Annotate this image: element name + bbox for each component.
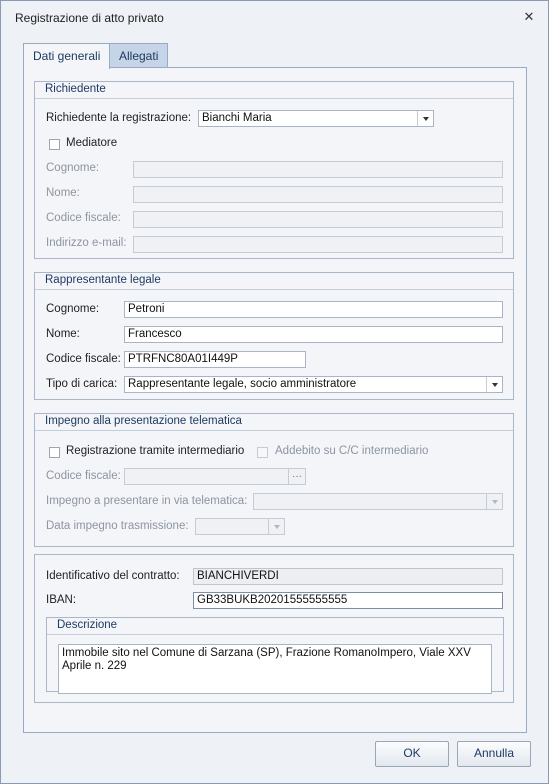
id-contratto-field[interactable]: BIANCHIVERDI (193, 568, 503, 585)
rappresentante-cognome-field[interactable]: Petroni (124, 301, 503, 318)
richiedente-nome-label: Nome: (46, 187, 80, 199)
iban-field[interactable]: GB33BUKB20201555555555 (193, 592, 503, 609)
title-bar (1, 1, 548, 33)
richiedente-value: Bianchi Maria (202, 112, 272, 124)
tab-panel-dati-generali (23, 67, 527, 733)
group-contratto (34, 554, 514, 703)
tab-dati-generali[interactable]: Dati generali (23, 43, 110, 69)
tipo-carica-value: Rappresentante legale, socio amministratore (128, 378, 357, 390)
id-contratto-label: Identificativo del contratto: (46, 570, 180, 582)
richiedente-combo[interactable] (198, 110, 434, 127)
descrizione-textarea[interactable]: Immobile sito nel Comune di Sarzana (SP), Frazione RomanoImpero, Viale XXV Aprile n. 229 (58, 644, 492, 694)
chevron-down-icon[interactable] (486, 377, 502, 392)
window-title: Registrazione di atto privato (15, 11, 164, 25)
group-descrizione (46, 617, 504, 692)
richiedente-email-label: Indirizzo e-mail: (46, 237, 127, 249)
impegno-label: Impegno a presentare in via telematica: (46, 495, 248, 507)
impegno-combo[interactable] (253, 493, 503, 510)
richiedente-label: Richiedente la registrazione: (46, 112, 192, 124)
close-icon[interactable]: ✕ (523, 9, 535, 24)
intermediario-checkbox[interactable] (49, 447, 60, 458)
chevron-down-icon[interactable] (417, 111, 433, 126)
ok-button[interactable]: OK (375, 741, 449, 767)
data-impegno-combo[interactable] (195, 518, 285, 535)
richiedente-cognome-label: Cognome: (46, 162, 100, 174)
rappresentante-cf-field[interactable]: PTRFNC80A01I449P (124, 351, 306, 368)
mediatore-checkbox[interactable] (49, 139, 60, 150)
tipo-carica-label: Tipo di carica: (46, 378, 118, 390)
richiedente-cf-label: Codice fiscale: (46, 212, 121, 224)
intermediario-label: Registrazione tramite intermediario (66, 445, 245, 457)
richiedente-cognome-field[interactable] (133, 161, 503, 178)
addebito-label: Addebito su C/C intermediario (275, 445, 429, 457)
group-impegno-title: Impegno alla presentazione telematica (35, 414, 513, 431)
impegno-cf-field[interactable] (124, 468, 306, 485)
group-impegno-telematica (34, 413, 514, 547)
iban-label: IBAN: (46, 594, 77, 606)
descrizione-title: Descrizione (47, 618, 503, 635)
richiedente-nome-field[interactable] (133, 186, 503, 203)
rappresentante-nome-field[interactable]: Francesco (124, 326, 503, 343)
richiedente-email-field[interactable] (133, 236, 503, 253)
mediatore-label: Mediatore (66, 137, 118, 149)
chevron-down-icon[interactable] (486, 494, 502, 509)
addebito-checkbox[interactable] (257, 447, 268, 458)
rappresentante-cognome-label: Cognome: (46, 303, 100, 315)
rappresentante-nome-label: Nome: (46, 328, 80, 340)
impegno-cf-label: Codice fiscale: (46, 470, 121, 482)
cancel-button[interactable]: Annulla (457, 741, 531, 767)
rappresentante-cf-label: Codice fiscale: (46, 353, 121, 365)
group-richiedente-title: Richiedente (35, 82, 513, 99)
chevron-down-icon[interactable] (268, 519, 284, 534)
data-impegno-label: Data impegno trasmissione: (46, 520, 189, 532)
tipo-carica-combo[interactable] (124, 376, 503, 393)
group-rappresentante-legale (34, 272, 514, 400)
group-richiedente (34, 81, 514, 259)
more-icon: ··· (292, 471, 302, 482)
richiedente-cf-field[interactable] (133, 211, 503, 228)
group-rappresentante-title: Rappresentante legale (35, 273, 513, 290)
ellipsis-button[interactable] (288, 469, 305, 484)
tab-allegati[interactable]: Allegati (109, 43, 168, 68)
